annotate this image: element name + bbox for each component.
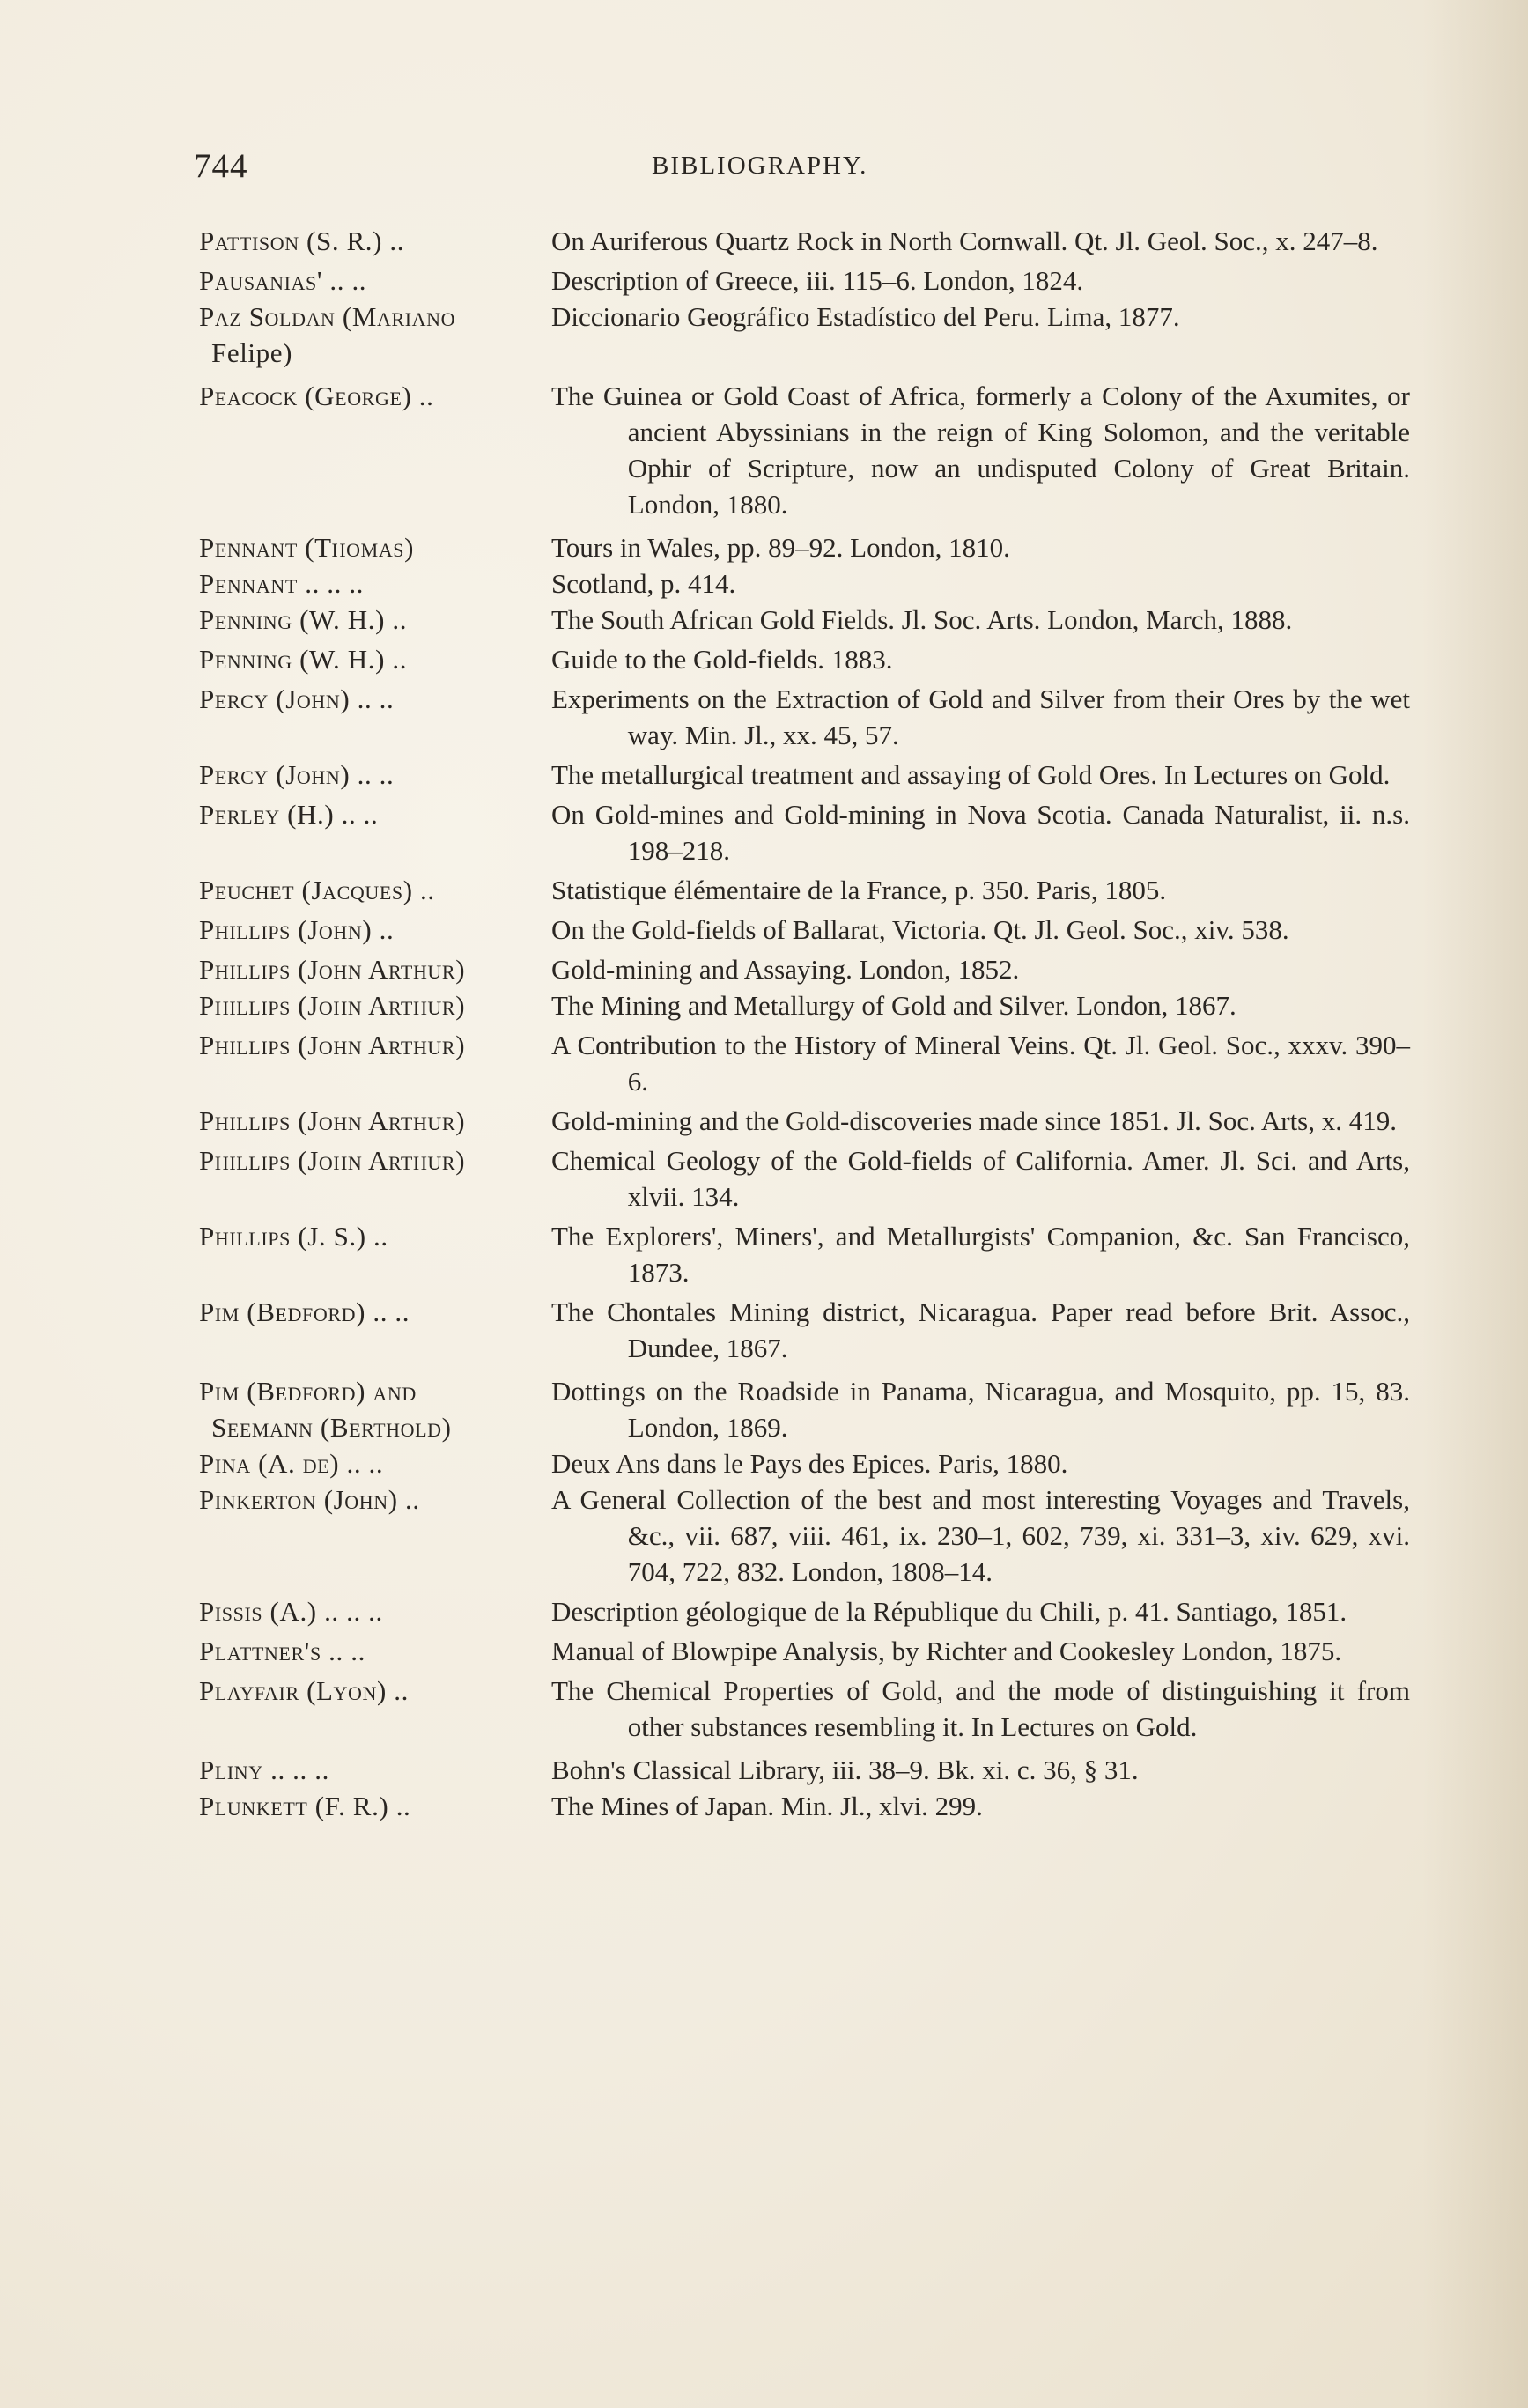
bibliography-list xyxy=(199,223,1410,1824)
entry-work: A General Collection of the best and most interesting Voyages and Travels, &c., vii. 687, viii. 461, ix. 230–1, 602, 739, xi. 331–3, xiv. 629, xvi. 704, 722, 832. London, 1808–14. xyxy=(551,1484,1410,1587)
entry-author: Phillips (John Arthur) xyxy=(199,954,466,985)
bib-entry xyxy=(199,796,1410,868)
entry-work: The Chontales Mining district, Nicaragua. Paper read before Brit. Assoc., Dundee, 1867. xyxy=(551,1296,1410,1363)
entry-author: Pina (A. de) .. .. xyxy=(199,1448,384,1479)
entry-work: Manual of Blowpipe Analysis, by Richter and Cookesley London, 1875. xyxy=(551,1636,1342,1666)
entry-work: Diccionario Geográfico Estadístico del Peru. Lima, 1877. xyxy=(551,301,1180,332)
entry-author: Phillips (John Arthur) xyxy=(199,1030,466,1060)
entry-work: Statistique élémentaire de la France, p. 350. Paris, 1805. xyxy=(551,875,1167,905)
bib-entry xyxy=(199,681,1410,753)
entry-author-line2: Felipe) xyxy=(211,337,293,368)
entry-author: Plattner's .. .. xyxy=(199,1636,365,1666)
entry-work: The Guinea or Gold Coast of Africa, formerly a Colony of the Axumites, or ancient Abyssinians in the reign of King Solomon, and the veritable Ophir of Scripture, now an undisputed Colony of Great Britain. London, 1880. xyxy=(551,380,1410,520)
entry-work: Guide to the Gold-fields. 1883. xyxy=(551,644,893,675)
entry-author: Pissis (A.) .. .. .. xyxy=(199,1596,383,1627)
bib-entry xyxy=(199,1373,1410,1445)
entry-author: Pim (Bedford) and xyxy=(199,1376,417,1407)
entry-work: The Mines of Japan. Min. Jl., xlvi. 299. xyxy=(551,1791,983,1821)
entry-author: Paz Soldan (Mariano xyxy=(199,301,456,332)
entry-work: Tours in Wales, pp. 89–92. London, 1810. xyxy=(551,532,1010,563)
running-head: BIBLIOGRAPHY. xyxy=(652,151,868,180)
entry-work: The metallurgical treatment and assaying of Gold Ores. In Lectures on Gold. xyxy=(551,759,1391,790)
entry-author: Peacock (George) .. xyxy=(199,380,434,411)
entry-work: The Chemical Properties of Gold, and the mode of distinguishing it from other substances resembling it. In Lectures on Gold. xyxy=(551,1675,1410,1742)
entry-author: Pattison (S. R.) .. xyxy=(199,225,405,256)
entry-work: A Contribution to the History of Mineral Veins. Qt. Jl. Geol. Soc., xxxv. 390–6. xyxy=(551,1030,1410,1097)
bib-entry xyxy=(199,1673,1410,1745)
entry-work: Gold-mining and the Gold-discoveries made since 1851. Jl. Soc. Arts, x. 419. xyxy=(551,1105,1398,1136)
entry-author: Phillips (John) .. xyxy=(199,914,395,945)
entry-work: Description of Greece, iii. 115–6. London, 1824. xyxy=(551,265,1084,296)
bib-entry xyxy=(199,912,1410,948)
entry-author: Perley (H.) .. .. xyxy=(199,799,379,830)
entry-author: Pennant .. .. .. xyxy=(199,568,365,599)
entry-author: Penning (W. H.) .. xyxy=(199,604,408,635)
page-number: 744 xyxy=(194,147,248,185)
bib-entry xyxy=(199,641,1410,677)
entry-work: The Explorers', Miners', and Metallurgists' Companion, &c. San Francisco, 1873. xyxy=(551,1221,1410,1288)
bib-entry xyxy=(199,951,1410,987)
entry-author: Phillips (J. S.) .. xyxy=(199,1221,388,1252)
entry-author: Percy (John) .. .. xyxy=(199,683,395,714)
bib-entry xyxy=(199,757,1410,793)
entry-work: On Auriferous Quartz Rock in North Cornwall. Qt. Jl. Geol. Soc., x. 247–8. xyxy=(551,225,1378,256)
entry-work: Deux Ans dans le Pays des Epices. Paris, 1880. xyxy=(551,1448,1068,1479)
page-header xyxy=(194,146,1409,199)
bib-entry xyxy=(199,1633,1410,1669)
bib-entry xyxy=(199,1294,1410,1366)
entry-work: Scotland, p. 414. xyxy=(551,568,736,599)
entry-author: Playfair (Lyon) .. xyxy=(199,1675,409,1706)
entry-work: The Mining and Metallurgy of Gold and Silver. London, 1867. xyxy=(551,990,1236,1021)
bib-entry xyxy=(199,223,1410,259)
bib-entry xyxy=(199,299,1410,371)
bib-entry xyxy=(199,602,1410,638)
bib-entry xyxy=(199,1593,1410,1629)
entry-author: Pausanias' .. .. xyxy=(199,265,367,296)
entry-work: Description géologique de la République du Chili, p. 41. Santiago, 1851. xyxy=(551,1596,1347,1627)
entry-author: Phillips (John Arthur) xyxy=(199,990,466,1021)
entry-author: Phillips (John Arthur) xyxy=(199,1145,466,1176)
bib-entry xyxy=(199,378,1410,522)
entry-author: Peuchet (Jacques) .. xyxy=(199,875,435,905)
entry-author: Pennant (Thomas) xyxy=(199,532,415,563)
bib-entry xyxy=(199,1027,1410,1099)
bib-entry xyxy=(199,565,1410,602)
bib-entry xyxy=(199,1103,1410,1139)
entry-author: Penning (W. H.) .. xyxy=(199,644,408,675)
entry-author: Pim (Bedford) .. .. xyxy=(199,1296,410,1327)
entry-author: Phillips (John Arthur) xyxy=(199,1105,466,1136)
entry-work: Experiments on the Extraction of Gold and Silver from their Ores by the wet way. Min. Jl., xx. 45, 57. xyxy=(551,683,1410,750)
bib-entry xyxy=(199,987,1410,1023)
entry-work: The South African Gold Fields. Jl. Soc. Arts. London, March, 1888. xyxy=(551,604,1293,635)
bib-entry xyxy=(199,872,1410,908)
page-edge-shadow xyxy=(1422,0,1528,2408)
entry-work: Chemical Geology of the Gold-fields of California. Amer. Jl. Sci. and Arts, xlvii. 134. xyxy=(551,1145,1410,1212)
bib-entry xyxy=(199,1218,1410,1290)
entry-author: Plunkett (F. R.) .. xyxy=(199,1791,411,1821)
bib-entry xyxy=(199,1752,1410,1788)
bib-entry xyxy=(199,1788,1410,1824)
bib-entry xyxy=(199,1445,1410,1481)
entry-work: On Gold-mines and Gold-mining in Nova Scotia. Canada Naturalist, ii. n.s. 198–218. xyxy=(551,799,1410,866)
entry-author: Percy (John) .. .. xyxy=(199,759,395,790)
entry-work: Dottings on the Roadside in Panama, Nicaragua, and Mosquito, pp. 15, 83. London, 1869. xyxy=(551,1376,1410,1443)
entry-work: Bohn's Classical Library, iii. 38–9. Bk. xi. c. 36, § 31. xyxy=(551,1754,1139,1785)
bib-entry xyxy=(199,1481,1410,1590)
entry-author-line2: Seemann (Berthold) xyxy=(211,1412,452,1443)
bib-entry xyxy=(199,529,1410,565)
entry-work: Gold-mining and Assaying. London, 1852. xyxy=(551,954,1020,985)
entry-author: Pinkerton (John) .. xyxy=(199,1484,420,1515)
entry-work: On the Gold-fields of Ballarat, Victoria. Qt. Jl. Geol. Soc., xiv. 538. xyxy=(551,914,1289,945)
entry-author: Pliny .. .. .. xyxy=(199,1754,329,1785)
bib-entry xyxy=(199,1142,1410,1215)
bib-entry xyxy=(199,262,1410,299)
